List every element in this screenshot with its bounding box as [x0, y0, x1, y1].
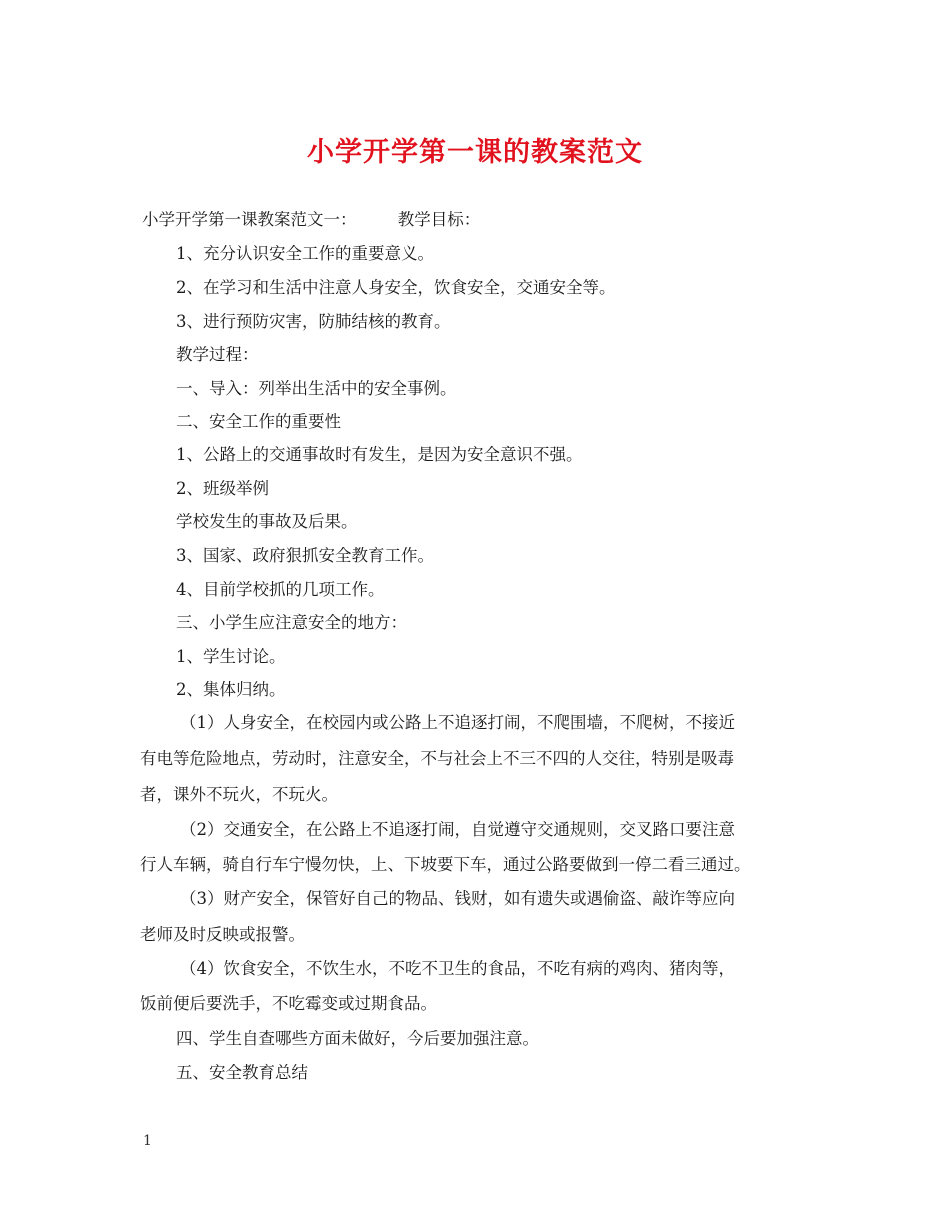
- paragraph-line: 1、充分认识安全工作的重要意义。: [176, 244, 434, 263]
- paragraph-line: 教学过程：: [176, 345, 259, 364]
- paragraph-line: 四、学生自查哪些方面未做好，今后要加强注意。: [176, 1029, 539, 1048]
- paragraph-line: 2、集体归纳。: [176, 680, 286, 699]
- page-number: 1: [143, 1133, 152, 1149]
- document-title: 小学开学第一课的教案范文: [307, 137, 643, 168]
- paragraph-line: （3）财产安全，保管好自己的物品、钱财，如有遗失或遇偷盗、敲诈等应向: [180, 889, 735, 908]
- paragraph-line: （2）交通安全，在公路上不追逐打闹，自觉遵守交通规则，交叉路口要注意: [180, 820, 735, 839]
- paragraph-line: 者，课外不玩火，不玩火。: [140, 785, 338, 804]
- paragraph-line: 2、在学习和生活中注意人身安全，饮食安全，交通安全等。: [176, 278, 616, 297]
- paragraph-line: 二、安全工作的重要性: [176, 412, 341, 431]
- paragraph-line: 1、学生讨论。: [176, 647, 286, 666]
- paragraph-line: 五、安全教育总结: [176, 1063, 308, 1082]
- paragraph-line: 1、公路上的交通事故时有发生，是因为安全意识不强。: [176, 445, 583, 464]
- paragraph-line: 饭前便后要洗手，不吃霉变或过期食品。: [140, 994, 437, 1013]
- paragraph-line: 一、导入：列举出生活中的安全事例。: [176, 379, 457, 398]
- paragraph-line: 2、班级举例: [176, 479, 269, 498]
- paragraph-line: 三、小学生应注意安全的地方：: [176, 613, 407, 632]
- paragraph-line: 老师及时反映或报警。: [140, 925, 305, 944]
- paragraph-line: 小学开学第一课教案范文一： 教学目标：: [142, 210, 481, 229]
- paragraph-line: （1）人身安全，在校园内或公路上不追逐打闹，不爬围墙，不爬树，不接近: [180, 713, 735, 732]
- paragraph-line: 4、目前学校抓的几项工作。: [176, 580, 385, 599]
- paragraph-line: 行人车辆，骑自行车宁慢勿快，上、下坡要下车，通过公路要做到一停二看三通过。: [140, 855, 751, 874]
- paragraph-line: 学校发生的事故及后果。: [176, 512, 358, 531]
- paragraph-line: 3、进行预防灾害，防肺结核的教育。: [176, 312, 451, 331]
- paragraph-line: （4）饮食安全，不饮生水，不吃不卫生的食品，不吃有病的鸡肉、猪肉等，: [180, 959, 735, 978]
- paragraph-line: 3、国家、政府狠抓安全教育工作。: [176, 546, 434, 565]
- paragraph-line: 有电等危险地点，劳动时，注意安全，不与社会上不三不四的人交往，特别是吸毒: [140, 749, 734, 768]
